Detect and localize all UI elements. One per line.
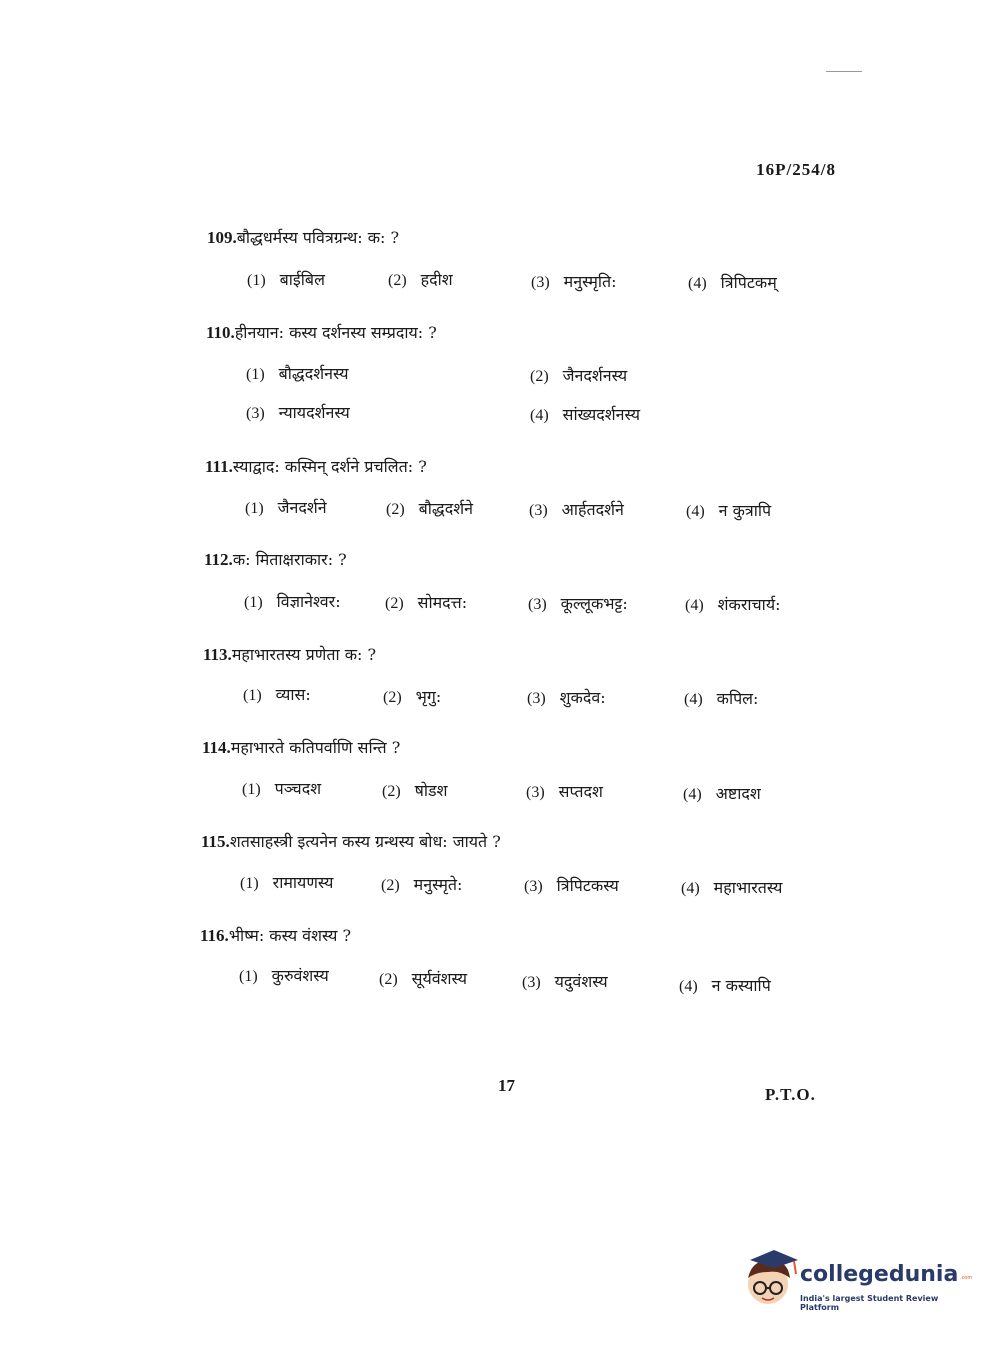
question-text: महाभारतस्य प्रणेता क: ? (231, 645, 377, 664)
page-number: 17 (498, 1076, 515, 1095)
option-1: (1) बौद्धदर्शनस्य (246, 364, 349, 383)
question-text: महाभारते कतिपर्वाणि सन्ति ? (230, 738, 401, 757)
option-2: (2) मनुस्मृते: (381, 875, 463, 894)
question-number: 110. (206, 323, 235, 342)
question-number: 112. (204, 550, 233, 569)
question-number: 114. (202, 738, 231, 757)
option-4: (4) सांख्यदर्शनस्य (530, 405, 641, 424)
question-text: भीष्म: कस्य वंशस्य ? (228, 926, 352, 945)
option-3: (3) कूल्लूकभट्ट: (528, 594, 628, 613)
option-3: (3) आर्हतदर्शने (529, 500, 624, 519)
option-1: (1) रामायणस्य (240, 873, 334, 892)
option-1: (1) विज्ञानेश्वर: (244, 592, 341, 611)
option-2: (2) सूर्यवंशस्य (379, 969, 468, 988)
brand-suffix: .com (960, 1275, 973, 1281)
option-4: (4) न कुत्रापि (686, 501, 772, 520)
question-text: स्याद्वाद: कस्मिन् दर्शने प्रचलित: ? (232, 457, 427, 476)
question-number: 109. (207, 228, 237, 247)
option-3: (3) सप्तदश (526, 782, 603, 801)
option-3: (3) शुकदेव: (527, 688, 606, 707)
question-number: 113. (203, 645, 232, 664)
collegedunia-watermark (740, 1248, 972, 1318)
question-number: 115. (201, 832, 230, 851)
option-1: (1) पञ्चदश (242, 779, 322, 798)
option-1: (1) कुरुवंशस्य (239, 966, 329, 985)
option-3: (3) न्यायदर्शनस्य (246, 403, 350, 422)
question-number: 111. (205, 457, 233, 476)
pto-label: P.T.O. (765, 1085, 816, 1104)
option-2: (2) भृगु: (383, 687, 442, 706)
option-1: (1) बाईबिल (247, 270, 325, 289)
question-text: बौद्धधर्मस्य पवित्रग्रन्थ: क: ? (236, 228, 400, 247)
mascot-icon (740, 1248, 800, 1318)
question-text: शतसाहस्त्री इत्यनेन कस्य ग्रन्थस्य बोध: जायते ? (229, 832, 501, 851)
brand-name: collegedunia (800, 1262, 959, 1287)
option-2: (2) हदीश (388, 270, 453, 289)
option-4: (4) त्रिपिटकम् (688, 273, 777, 292)
question-number: 116. (200, 926, 229, 945)
question-text: हीनयान: कस्य दर्शनस्य सम्प्रदाय: ? (234, 323, 437, 342)
option-1: (1) जैनदर्शने (245, 498, 327, 517)
brand-tagline: India's largest Student Review Platform (800, 1294, 939, 1312)
option-2: (2) बौद्धदर्शने (386, 499, 473, 518)
option-3: (3) त्रिपिटकस्य (524, 876, 619, 895)
option-4: (4) न कस्यापि (679, 976, 771, 995)
option-3: (3) मनुस्मृति: (531, 272, 617, 291)
option-4: (4) कपिल: (684, 689, 759, 708)
option-2: (2) जैनदर्शनस्य (530, 366, 628, 385)
option-3: (3) यदुवंशस्य (522, 972, 608, 991)
option-2: (2) सोमदत्त: (385, 593, 468, 612)
question-text: क: मिताक्षराकार: ? (232, 550, 347, 569)
option-1: (1) व्यास: (243, 685, 311, 704)
option-4: (4) शंकराचार्य: (685, 595, 781, 614)
option-4: (4) अष्टादश (683, 784, 761, 803)
option-4: (4) महाभारतस्य (681, 878, 783, 897)
scan-mark (826, 71, 862, 72)
option-2: (2) षोडश (382, 781, 448, 800)
paper-code: 16P/254/8 (756, 160, 836, 179)
